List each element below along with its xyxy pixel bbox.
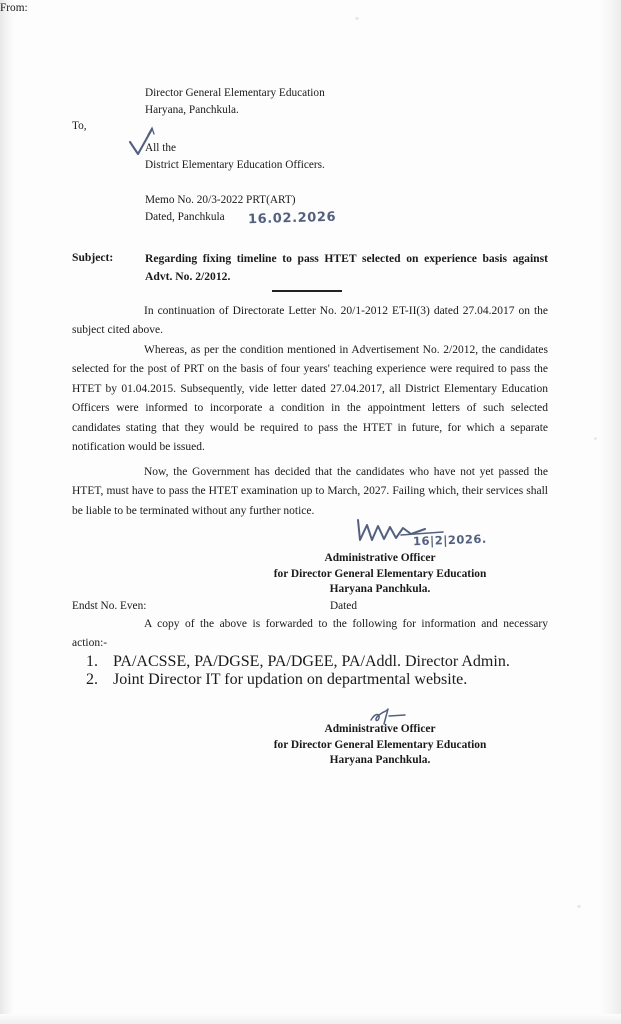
signature-block-1 xyxy=(210,551,550,598)
from-address xyxy=(145,85,325,118)
page-right-scan-shadow xyxy=(599,0,621,1024)
signature-1-office: for Director General Elementary Education xyxy=(273,567,487,580)
list-item-number: 2. xyxy=(86,671,98,688)
to-label: To, xyxy=(72,120,87,132)
subject-text: Regarding fixing timeline to pass HTET selected on experience basis against Advt. No. 2/2012. xyxy=(145,252,548,283)
handwritten-memo-date: 16.02.2026 xyxy=(247,209,337,228)
to-address-line-2: District Elementary Education Officers. xyxy=(145,158,325,171)
body-paragraph-2: Whereas, as per the condition mentioned in Advertisement No. 2/2012, the candidates selected for the post of PRT on the basis of four years' teaching experience were required to pass the HTET by 01.04.2015. Subsequently, vide letter dated 27.04.2017, all District Elementary Education Officers were informed to incorporate a condition in the appointment letters of such selected candidates stating that they would be required to pass the HTET in future, for which a separate notification would be issued. xyxy=(72,344,548,454)
body-paragraph-3: Now, the Government has decided that the candidates who have not yet passed the HTET, must have to pass the HTET examination up to March, 2027. Failing which, their services shall be liable to be terminated without any further notice. xyxy=(72,466,548,517)
endorsement-number-label: Endst No. Even: xyxy=(72,600,147,612)
subject-underline-rule xyxy=(272,290,342,292)
page-left-scan-shadow xyxy=(0,0,14,1024)
signature-block-2 xyxy=(210,722,550,769)
subject-label: Subject: xyxy=(72,251,114,264)
signature-2-location: Haryana Panchkula. xyxy=(329,754,431,767)
memo-dated: Dated, Panchkula xyxy=(145,210,225,223)
list-item-number: 1. xyxy=(86,653,98,670)
page-bottom-scan-shadow xyxy=(0,1014,621,1024)
signature-1-designation: Administrative Officer xyxy=(324,552,436,564)
endorsement-paragraph: A copy of the above is forwarded to the following for information and necessary action:- xyxy=(72,618,548,650)
scan-speck xyxy=(355,17,359,20)
from-address-line-2: Haryana, Panchkula. xyxy=(145,103,239,116)
signature-1-location: Haryana Panchkula. xyxy=(329,583,431,596)
scan-speck xyxy=(594,437,597,440)
list-item: Joint Director IT for updation on departmental website. xyxy=(113,671,468,688)
endorsement-dated-label: Dated xyxy=(330,600,357,612)
signature-2-designation: Administrative Officer xyxy=(324,723,436,735)
list-item: PA/ACSSE, PA/DGSE, PA/DGEE, PA/Addl. Director Admin. xyxy=(113,653,510,670)
body-paragraph-1: In continuation of Directorate Letter No. 20/1-2012 ET-II(3) dated 27.04.2017 on the subject cited above. xyxy=(72,305,548,337)
signature-2-office: for Director General Elementary Education xyxy=(273,738,487,751)
to-address-line-1: All the xyxy=(145,142,177,154)
from-label: From: xyxy=(0,2,28,14)
memo-number: Memo No. 20/3-2022 PRT(ART) xyxy=(145,194,296,206)
scan-speck xyxy=(577,905,581,908)
to-address xyxy=(145,140,325,173)
from-address-line-1: Director General Elementary Education xyxy=(145,87,325,99)
handwritten-check-mark xyxy=(128,126,162,160)
handwritten-signature-date: 16|2|2026. xyxy=(412,531,488,549)
